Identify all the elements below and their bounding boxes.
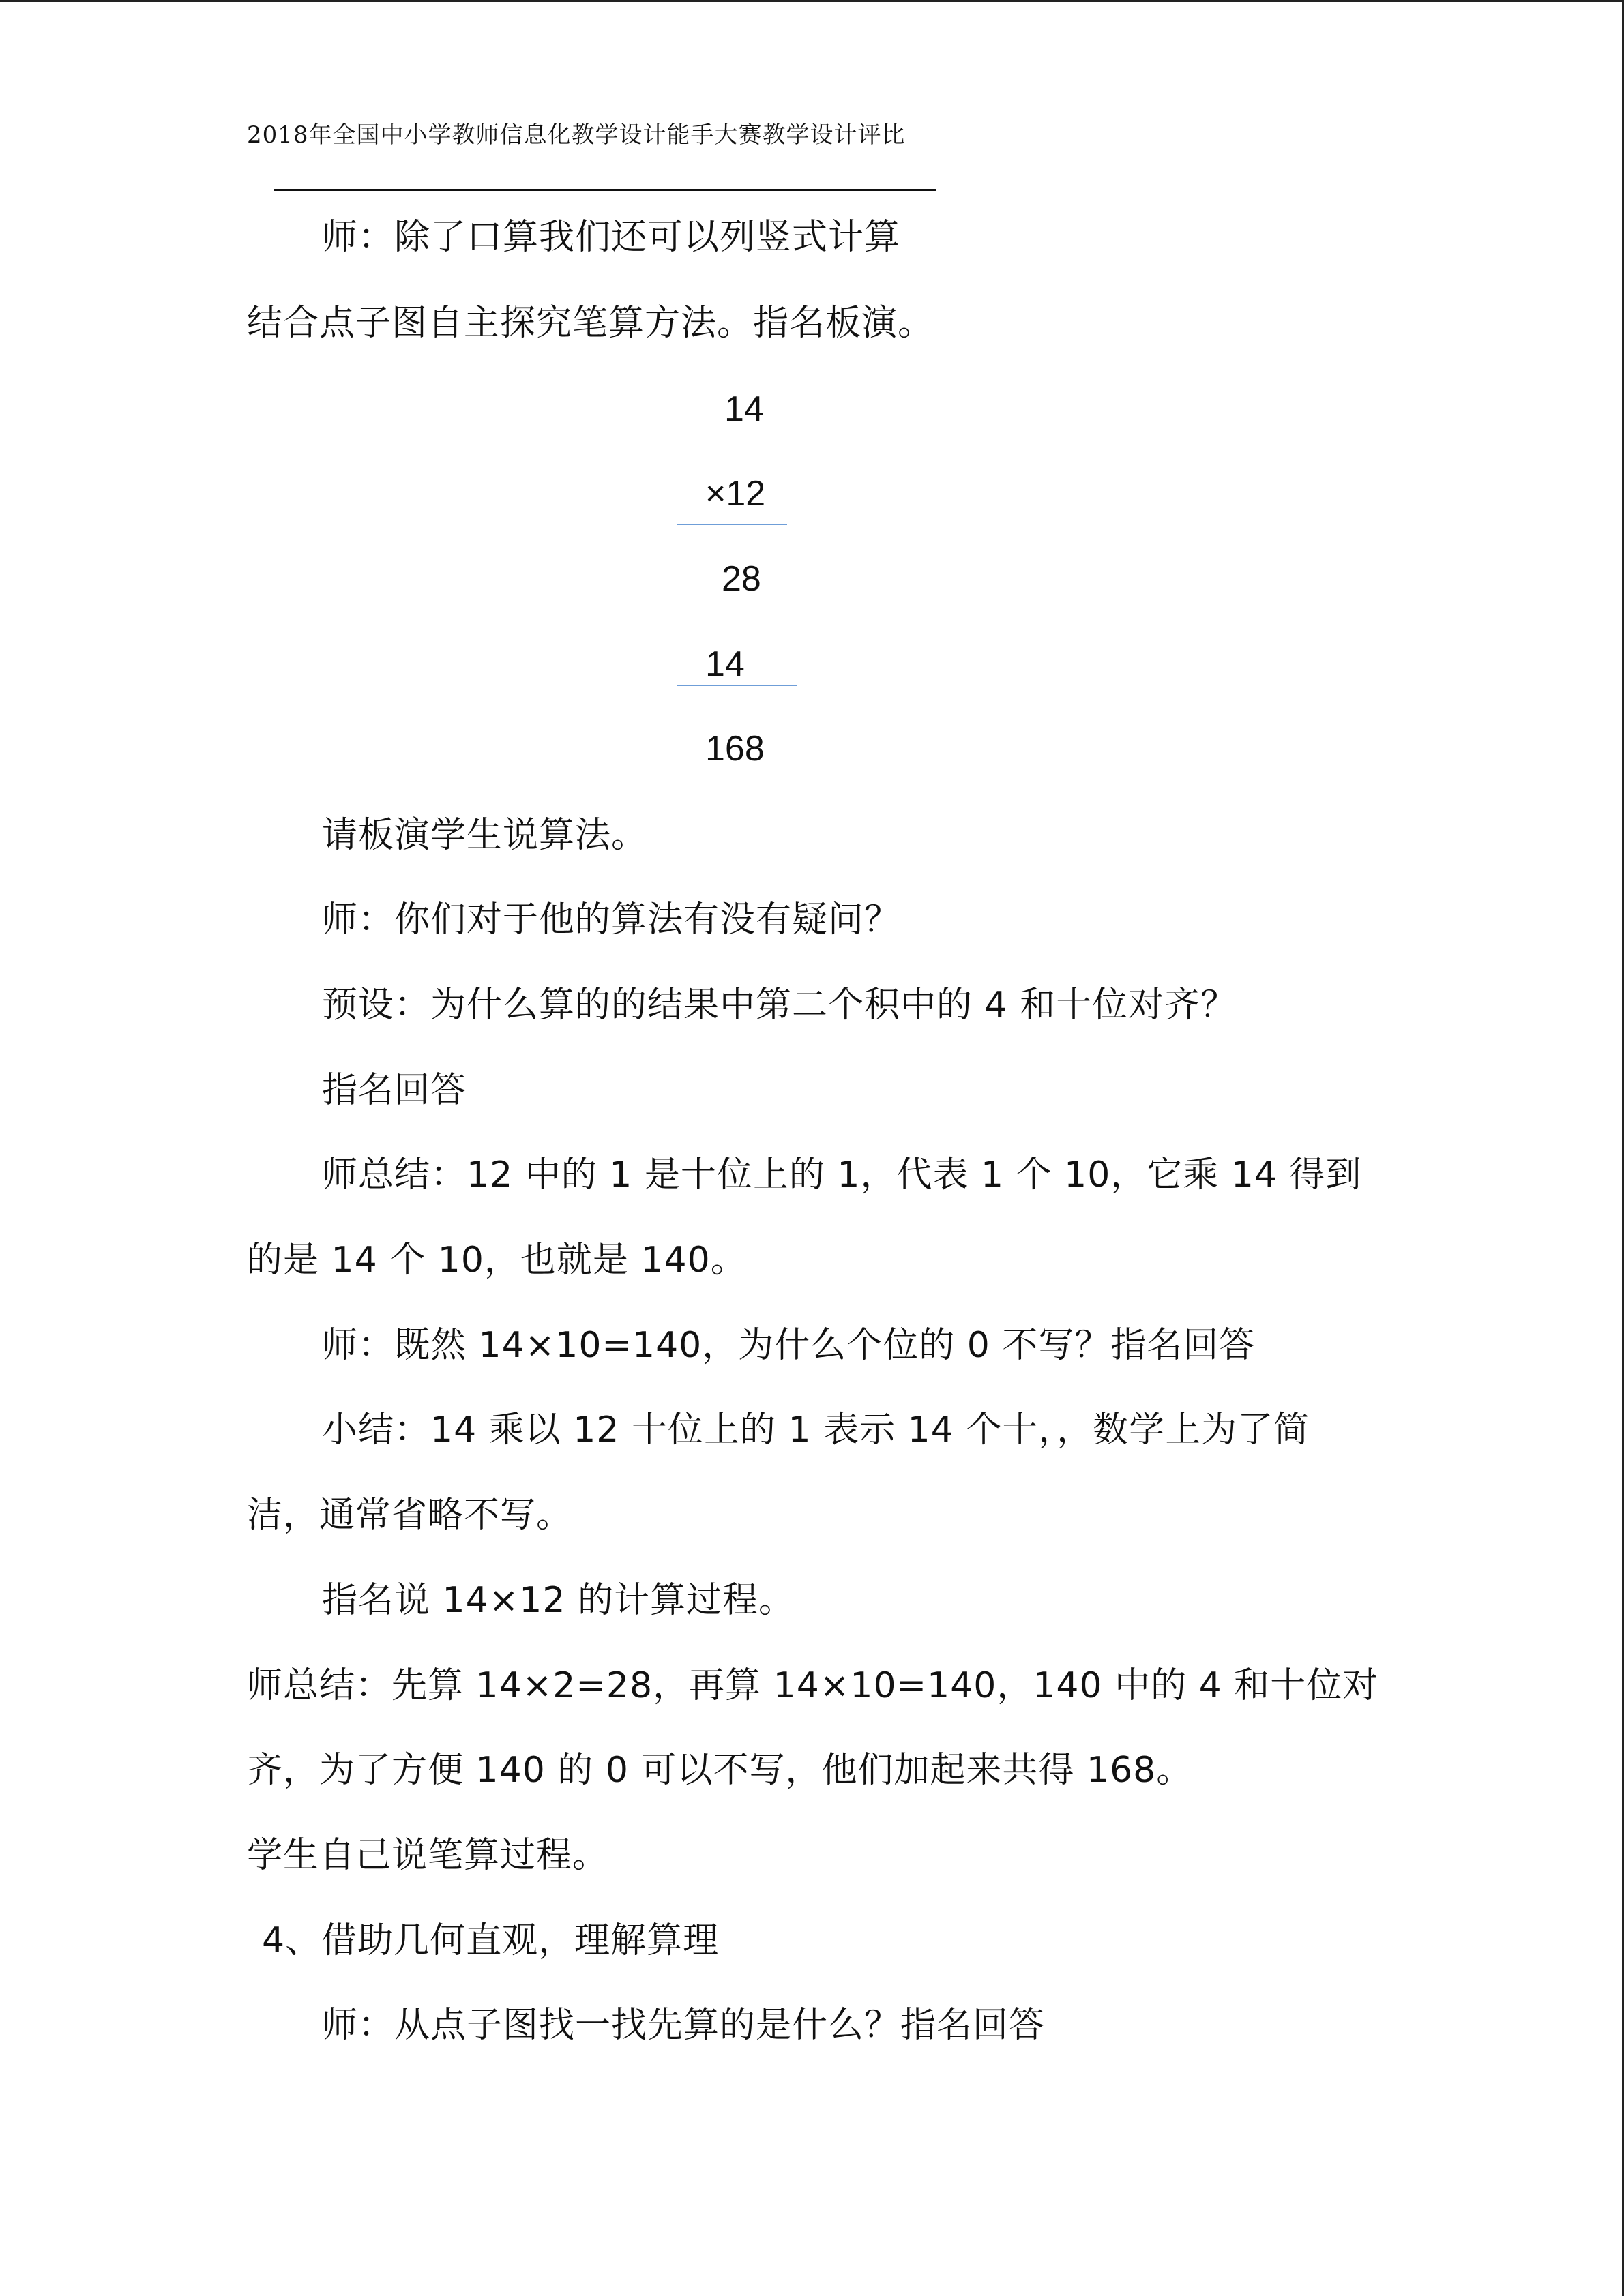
paragraph-line: 的是 14 个 10，也就是 140。 — [247, 1240, 747, 1281]
paragraph-line: 齐，为了方便 140 的 0 可以不写，他们加起来共得 168。 — [247, 1750, 1193, 1791]
calc-multiplicand: 14 — [724, 389, 764, 429]
paragraph-line: 师总结：先算 14×2=28，再算 14×10=140，140 中的 4 和十位对 — [247, 1665, 1379, 1706]
paragraph-line: 师：既然 14×10=140，为什么个位的 0 不写？指名回答 — [322, 1325, 1256, 1366]
paragraph-line: 师：你们对于他的算法有没有疑问？ — [322, 899, 901, 940]
page-header: 2018年全国中小学教师信息化教学设计能手大赛教学设计评比 — [247, 121, 906, 149]
paragraph-line: 师总结：12 中的 1 是十位上的 1，代表 1 个 10，它乘 14 得到 — [322, 1154, 1362, 1195]
paragraph-line: 请板演学生说算法。 — [322, 815, 648, 856]
calc-rule — [677, 685, 797, 686]
calc-partial-product-1: 28 — [722, 559, 761, 599]
paragraph-line: 师：除了口算我们还可以列竖式计算 — [322, 217, 901, 258]
paragraph-line: 预设：为什么算的的结果中第二个积中的 4 和十位对齐？ — [322, 985, 1237, 1026]
paragraph-line: 学生自己说笔算过程。 — [247, 1835, 609, 1876]
paragraph-line: 指名说 14×12 的计算过程。 — [322, 1580, 795, 1621]
calc-multiplier: ×12 — [705, 474, 766, 513]
paragraph-line: 师：从点子图找一找先算的是什么？指名回答 — [322, 2005, 1046, 2046]
calc-partial-product-2: 14 — [705, 644, 745, 684]
calc-rule — [677, 524, 787, 525]
paragraph-line: 洁，通常省略不写。 — [247, 1495, 573, 1536]
calc-result: 168 — [705, 729, 765, 769]
section-heading: 4、借助几何直观，理解算理 — [262, 1920, 720, 1961]
paragraph-line: 小结：14 乘以 12 十位上的 1 表示 14 个十，，数学上为了简 — [322, 1410, 1310, 1450]
paragraph-line: 结合点子图自主探究笔算方法。指名板演。 — [247, 303, 934, 344]
header-rule — [274, 189, 936, 191]
page-top-border — [0, 0, 1624, 2]
paragraph-line: 指名回答 — [322, 1070, 467, 1111]
